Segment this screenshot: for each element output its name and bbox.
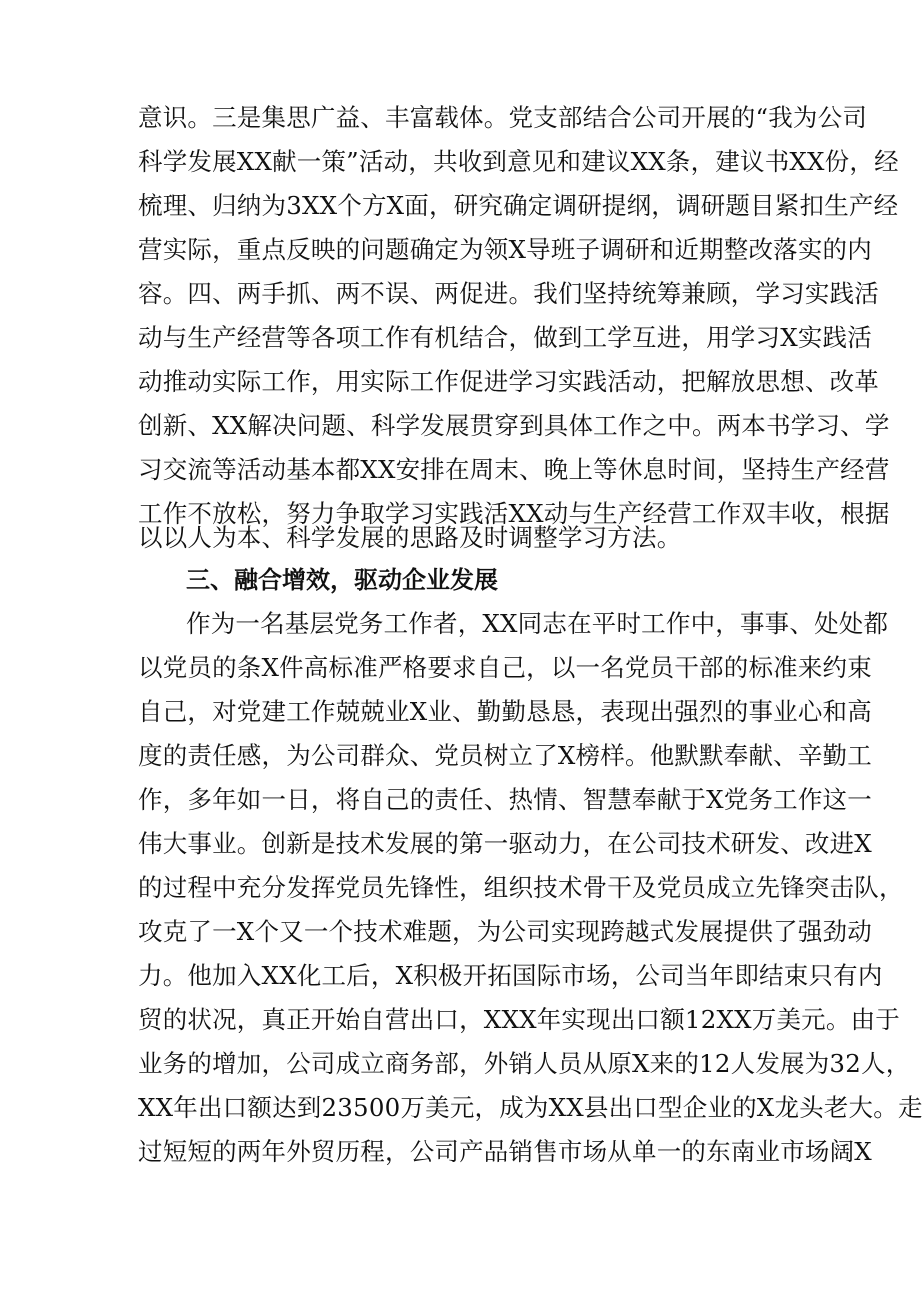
paragraph-2-line-3: 自己，对党建工作兢兢业X业、勤勤恳恳，表现出强烈的事业心和高 <box>138 697 872 726</box>
paragraph-2-line-11: 业务的增加，公司成立商务部，外销人员从原X来的12人发展为32人， <box>138 1049 911 1078</box>
paragraph-2-line-7: 的过程中充分发挥党员先锋性，组织技术骨干及党员成立先锋突击队， <box>138 873 904 902</box>
paragraph-1-line-8: 创新、XX解决问题、科学发展贯穿到具体工作之中。两本书学习、学 <box>138 411 890 440</box>
paragraph-1-line-11: 以以人为本、科学发展的思路及时调整学习方法。 <box>138 523 682 552</box>
section-heading: 三、融合增效，驱动企业发展 <box>186 566 498 594</box>
paragraph-2-line-13: 过短短的两年外贸历程，公司产品销售市场从单一的东南业市场阔X <box>138 1137 872 1166</box>
paragraph-2-line-8: 攻克了一X个又一个技术难题，为公司实现跨越式发展提供了强劲动 <box>138 917 872 946</box>
paragraph-1-line-1: 意识。三是集思广益、丰富载体。党支部结合公司开展的“我为公司 <box>138 103 868 132</box>
paragraph-2-line-10: 贸的状况，真正开始自营出口，XXX年实现出口额12XX万美元。由于 <box>138 1005 900 1034</box>
paragraph-2-line-12: XX年出口额达到23500万美元，成为XX县出口型企业的X龙头老大。走 <box>138 1093 923 1122</box>
paragraph-2-line-2: 以党员的条X件高标准严格要求自己，以一名党员干部的标准来约束 <box>138 653 872 682</box>
paragraph-1-line-10: 工作不放松，努力争取学习实践活XX动与生产经营工作双丰收，根据 <box>138 499 890 528</box>
paragraph-1-line-5: 容。四、两手抓、两不误、两促进。我们坚持统筹兼顾，学习实践活 <box>138 279 879 308</box>
paragraph-1-line-3: 梳理、归纳为3XX个方X面，研究确定调研提纲，调研题目紧扣生产经 <box>138 191 899 220</box>
paragraph-1-line-6: 动与生产经营等各项工作有机结合，做到工学互进，用学习X实践活 <box>138 323 872 352</box>
paragraph-1-line-2: 科学发展XX献一策”活动，共收到意见和建议XX条，建议书XX份，经 <box>138 147 899 176</box>
paragraph-2-line-9: 力。他加入XX化工后，X积极开拓国际市场，公司当年即结束只有内 <box>138 961 883 990</box>
paragraph-1-line-9: 习交流等活动基本都XX安排在周末、晚上等休息时间，坚持生产经营 <box>138 455 890 484</box>
paragraph-2-line-5: 作，多年如一日，将自己的责任、热情、智慧奉献于X党务工作这一 <box>138 785 872 814</box>
paragraph-2-line-1: 作为一名基层党务工作者，XX同志在平时工作中，事事、处处都 <box>186 609 889 638</box>
paragraph-1-line-4: 营实际，重点反映的问题确定为领X导班子调研和近期整改落实的内 <box>138 235 872 264</box>
paragraph-1-line-7: 动推动实际工作，用实际工作促进学习实践活动，把解放思想、改革 <box>138 367 879 396</box>
paragraph-2-line-4: 度的责任感，为公司群众、党员树立了X榜样。他默默奉献、辛勤工 <box>138 741 872 770</box>
paragraph-2-line-6: 伟大事业。创新是技术发展的第一驱动力，在公司技术研发、改进X <box>138 829 872 858</box>
